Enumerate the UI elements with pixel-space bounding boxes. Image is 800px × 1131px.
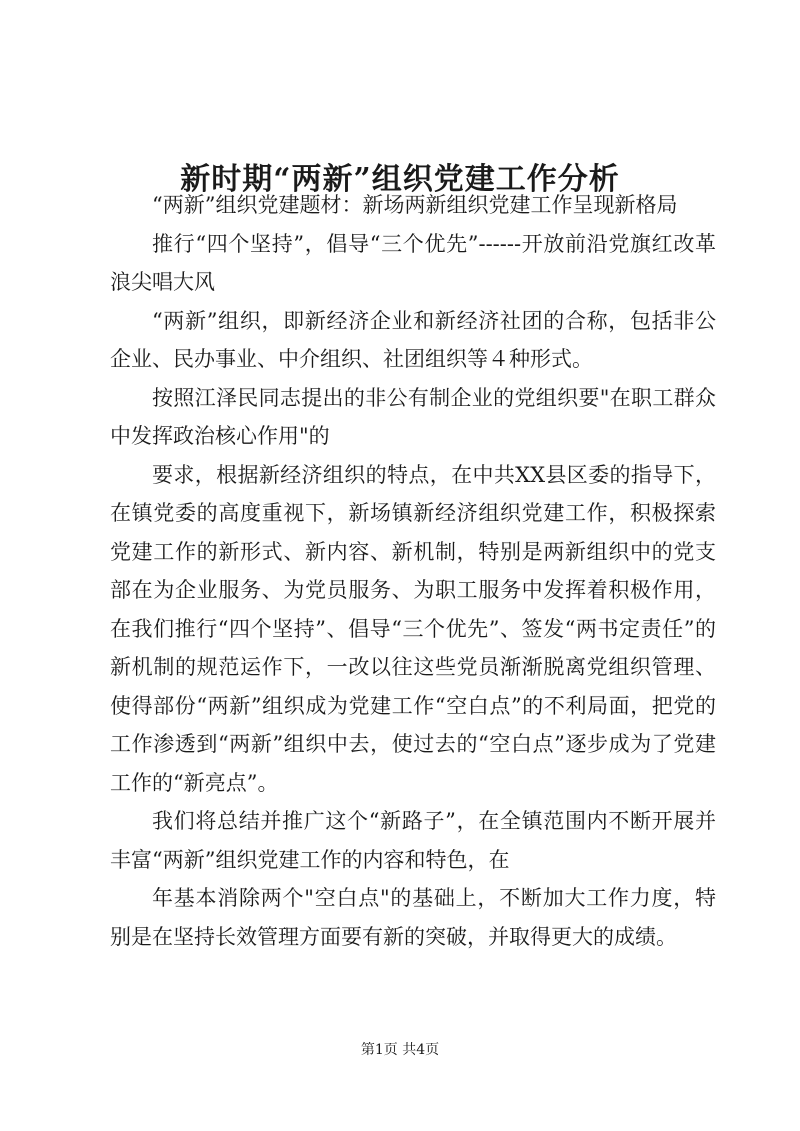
paragraph-slogan: 推行“四个坚持”，倡导“三个优先”------开放前沿党旗红改革浪尖唱大风: [110, 231, 716, 294]
document-body: [110, 186, 716, 956]
paragraph-promotion: 我们将总结并推广这个“新路子”，在全镇范围内不断开展并丰富“两新”组织党建工作的内容和特色，在: [110, 809, 716, 872]
paragraph-main: 要求，根据新经济组织的特点，在中共XX县区委的指导下，在镇党委的高度重视下，新场镇新经济组织党建工作，积极探索党建工作的新形式、新内容、新机制，特别是两新组织中的党支部在为企业服务、为党员服务、为职工服务中发挥着积极作用，在我们推行“四个坚持”、倡导“三个优先”、签发“两书定责任”的新机制的规范运作下，一改以往这些党员渐渐脱离党组织管理、使得部份“两新”组织成为党建工作“空白点”的不利局面，把党的工作渗透到“两新”组织中去，使过去的“空白点”逐步成为了党建工作的“新亮点”。: [110, 462, 716, 795]
paragraph-definition: “两新”组织，即新经济企业和新经济社团的合称，包括非公企业、民办事业、中介组织、社团组织等４种形式。: [110, 308, 716, 371]
page-number-footer: 第1页 共4页: [360, 1042, 440, 1058]
paragraph-requirement: 按照江泽民同志提出的非公有制企业的党组织要"在职工群众中发挥政治核心作用"的: [110, 385, 716, 448]
paragraph-subtitle: “两新”组织党建题材：新场两新组织党建工作呈现新格局: [152, 193, 678, 217]
document-title: 新时期“两新”组织党建工作分析: [180, 162, 620, 198]
paragraph-goal: 年基本消除两个"空白点"的基础上，不断加大工作力度，特别是在坚持长效管理方面要有新的突破，并取得更大的成绩。: [110, 886, 716, 949]
